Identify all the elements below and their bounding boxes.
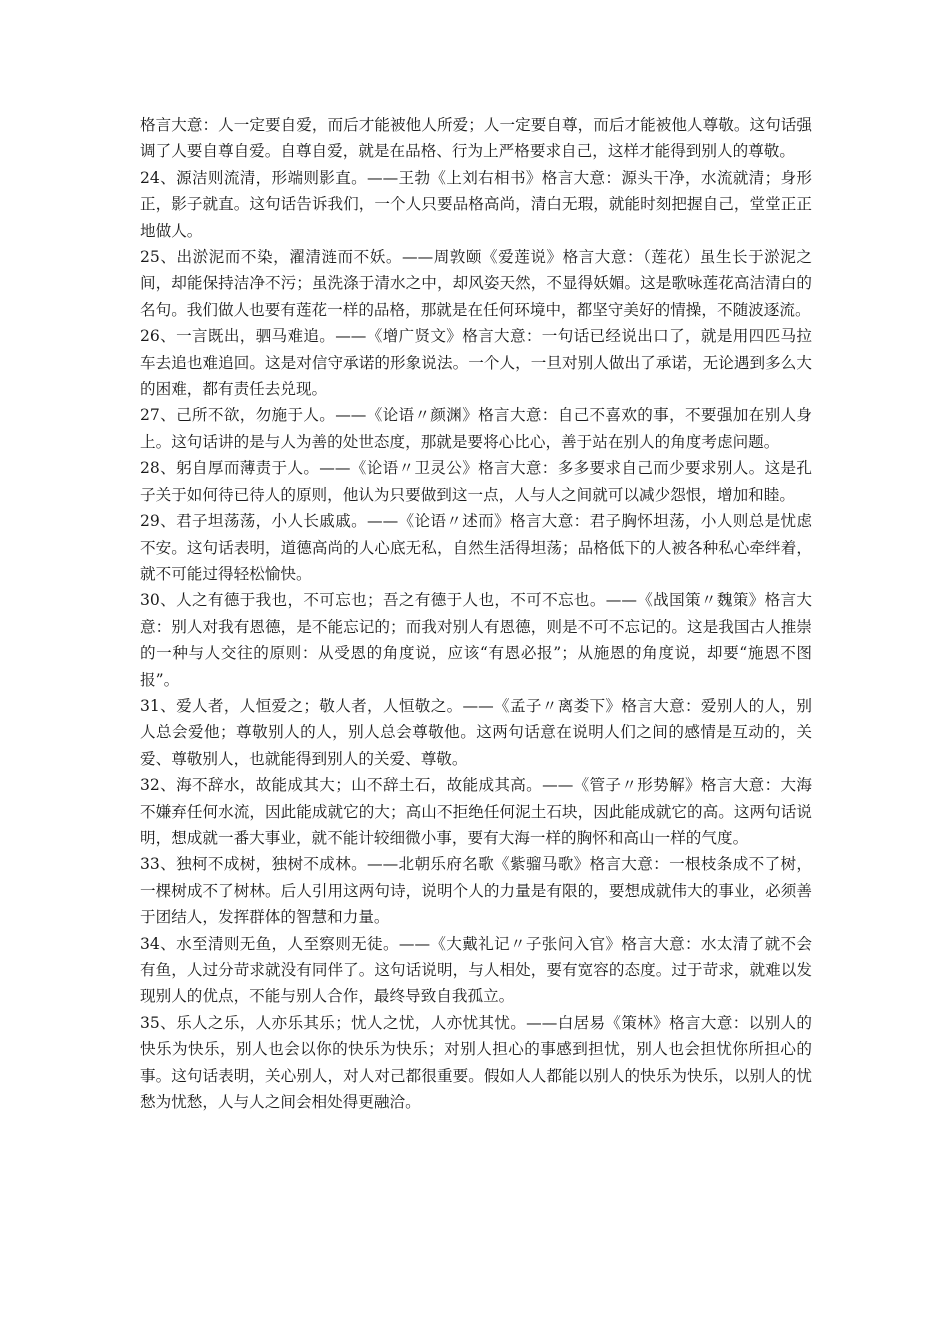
paragraph-24: 24、源洁则流清，形端则影直。——王勃《上刘右相书》格言大意：源头干净，水流就清；身形正，影子就直。这句话告诉我们，一个人只要品格高尚，清白无瑕，就能时刻把握自己，堂堂正正地做人。 [140, 168, 812, 240]
paragraph-25: 25、出淤泥而不染，濯清涟而不妖。——周敦颐《爱莲说》格言大意：（莲花）虽生长于淤泥之间，却能保持洁净不污；虽洗涤于清水之中，却风姿天然，不显得妖媚。这是歌咏莲花高洁清白的名句。我们做人也要有莲花一样的品格，那就是在任何环境中，都坚守美好的情操，不随波逐流。 [140, 248, 812, 319]
paragraph-31: 31、爱人者，人恒爱之；敬人者，人恒敬之。——《孟子〃离娄下》格言大意：爱别人的人，别人总会爱他；尊敬别人的人，别人总会尊敬他。这两句话意在说明人们之间的感情是互动的，关爱、尊敬别人，也就能得到别人的关爱、尊敬。 [140, 696, 812, 768]
paragraph-26: 26、一言既出，驷马难追。——《增广贤文》格言大意：一句话已经说出口了，就是用四匹马拉车去追也难追回。这是对信守承诺的形象说法。一个人，一旦对别人做出了承诺，无论遇到多么大的困难，都有责任去兑现。 [140, 327, 812, 399]
paragraph-34: 34、水至清则无鱼，人至察则无徒。——《大戴礼记〃子张问入官》格言大意：水太清了就不会有鱼，人过分苛求就没有同伴了。这句话说明，与人相处，要有宽容的态度。过于苛求，就难以发现别人的优点，不能与别人合作，最终导致自我孤立。 [140, 934, 812, 1006]
document-body [140, 112, 812, 1115]
paragraph-35: 35、乐人之乐，人亦乐其乐；忧人之忧，人亦忧其忧。——白居易《策林》格言大意：以别人的快乐为快乐，别人也会以你的快乐为快乐；对别人担心的事感到担忧，别人也会担忧你所担心的事。这句话表明，关心别人，对人对己都很重要。假如人人都能以别人的快乐为快乐，以别人的忧愁为忧愁，人与人之间会相处得更融洽。 [140, 1013, 812, 1112]
paragraph-29: 29、君子坦荡荡，小人长戚戚。——《论语〃述而》格言大意：君子胸怀坦荡，小人则总是忧虑不安。这句话表明，道德高尚的人心底无私，自然生活得坦荡；品格低下的人被各种私心牵绊着，就不可能过得轻松愉快。 [140, 512, 812, 583]
paragraph-28: 28、躬自厚而薄责于人。——《论语〃卫灵公》格言大意：多多要求自己而少要求别人。这是孔子关于如何待已待人的原则，他认为只要做到这一点，人与人之间就可以减少怨恨，增加和睦。 [140, 459, 812, 504]
paragraph-intro: 格言大意：人一定要自爱，而后才能被他人所爱；人一定要自尊，而后才能被他人尊敬。这句话强调了人要自尊自爱。自尊自爱，就是在品格、行为上严格要求自己，这样才能得到别人的尊敬。 [140, 116, 812, 161]
paragraph-27: 27、己所不欲，勿施于人。——《论语〃颜渊》格言大意：自己不喜欢的事，不要强加在别人身上。这句话讲的是与人为善的处世态度，那就是要将心比心，善于站在别人的角度考虑问题。 [140, 406, 812, 451]
paragraph-33: 33、独柯不成树，独树不成林。——北朝乐府名歌《紫骝马歌》格言大意：一根枝条成不了树，一棵树成不了树林。后人引用这两句诗，说明个人的力量是有限的，要想成就伟大的事业，必须善于团结人，发挥群体的智慧和力量。 [140, 855, 812, 927]
paragraph-30: 30、人之有德于我也，不可忘也；吾之有德于人也，不可不忘也。——《战国策〃魏策》格言大意：别人对我有恩德，是不能忘记的；而我对别人有恩德，则是不可不忘记的。这是我国古人推崇的一种与人交往的原则：从受恩的角度说，应该“有恩必报”；从施恩的角度说，却要“施恩不图报”。 [140, 591, 812, 689]
paragraph-32: 32、海不辞水，故能成其大；山不辞土石，故能成其高。——《管子〃形势解》格言大意：大海不嫌弃任何水流，因此能成就它的大；高山不拒绝任何泥土石块，因此能成就它的高。这两句话说明，想成就一番大事业，就不能计较细微小事，要有大海一样的胸怀和高山一样的气度。 [140, 776, 812, 847]
